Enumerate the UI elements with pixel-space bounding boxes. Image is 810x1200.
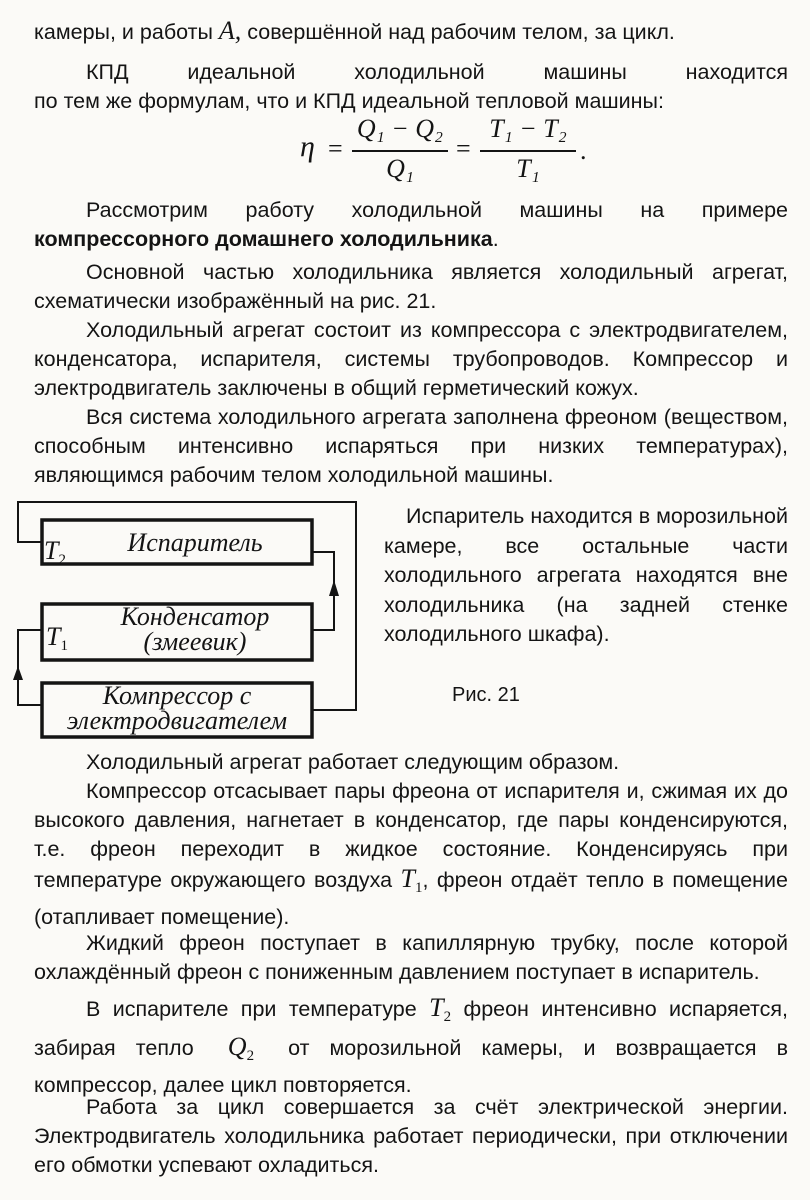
condenser-line: (змеевик) [143,627,247,656]
compressor-condenser-pipe [18,630,42,705]
fraction-bar [480,150,576,152]
var-t1: $T_1$ [400,864,423,896]
compressor-line: электродвигателем [66,706,288,735]
text-fragment: совершённой над рабочим телом, за цикл. [247,20,675,44]
paragraph-freon: Вся система холодильного агрегата заполнена фреоном (веществом, способным интенсивно испаряться при низких температурах), являющимся рабочим телом холодильной машины. [34,405,788,487]
paragraph-evaporation [34,993,788,1100]
text-fragment: . [492,227,499,251]
paragraph-capillary: Жидкий фреон поступает в капиллярную трубку, после которой охлаждённый фреон с пониженным давлением поступает в испаритель. [34,931,788,984]
formula-numerator-q: Q₁ − Q₂ [356,114,444,143]
arrow-up-left [13,666,23,680]
formula-period: . [580,136,587,165]
text-line-formulas: по тем же формулам, что и КПД идеальной тепловой машины: [34,89,664,113]
condenser-label [80,604,310,654]
formula-denominator-q: Q₁ [386,154,414,183]
equals-sign: = [328,134,343,163]
text-line-kpd: КПД идеальной холодильной машины находится [86,60,788,84]
text-fragment: камеры, и работы [34,20,213,44]
side-text-evaporator: Испаритель находится в морозильной камере, все остальные части холодильного агрегата находятся вне холодильника (на задней стенке холодильного шкафа). [384,504,788,646]
eta-symbol: η [300,130,315,163]
efficiency-formula [300,112,600,192]
arrow-up-right [329,580,339,596]
paragraph-main-part: Основной частью холодильника является холодильный агрегат, схематически изображённый на рис. 21. [34,260,788,313]
compressor-label [44,683,310,733]
text-fragment: Компрессор отсасывает пары фреона от испарителя и, сжимая их до высокого давления, нагнетает в конденсатор, где пары конденсируются, т.е. фреон переходит в жидкое состояние. Конденсируясь при температуре окружающего воздуха [34,779,788,892]
formula-numerator-t: T₁ − T₂ [489,114,567,143]
var-a: A, [218,16,242,45]
refrigeration-unit-diagram [0,480,380,750]
compressor-line: Компрессор с [102,681,252,710]
paragraph-compressor-process [34,777,788,932]
t1-label: $T_1$ [46,622,68,654]
paragraph-compressor-fridge [34,196,788,254]
condenser-line: Конденсатор [120,602,270,631]
text-fragment: , фреон отдаёт тепло в помещение (отапливает помещение). [34,868,789,929]
text-line-work [34,16,788,47]
paragraph-unit-composition: Холодильный агрегат состоит из компрессора с электродвигателем, конденсатора, испарителя, системы трубопроводов. Компрессор и электродвигатель заключены в общий герметический кожух. [34,318,788,400]
text-fragment: от морозильной камеры, и возвращается в компрессор, далее цикл повторяется. [34,1036,788,1097]
text-fragment: Рассмотрим работу холодильной машины на примере [86,198,788,222]
paragraph-work-cycle: Работа за цикл совершается за счёт электрической энергии. Электродвигатель холодильника работает периодически, при отключении его обмотки успевают охладиться. [34,1095,788,1177]
fraction-bar [352,150,448,152]
var-t2: $T_2$ [429,993,452,1025]
evaporator-label: Испаритель [127,528,263,557]
equals-sign: = [456,134,471,163]
figure-caption: Рис. 21 [452,684,520,706]
paragraph-how-works: Холодильный агрегат работает следующим образом. [86,750,620,774]
text-fragment: фреон интенсивно испаряется, забирая тепло [34,997,788,1060]
bold-term: компрессорного домашнего холодильника [34,227,493,251]
text-fragment: В испарителе при температуре [86,997,417,1021]
formula-denominator-t: T₁ [516,154,540,183]
t2-label: $T_2$ [44,536,66,568]
var-q2: $Q_2$ [227,1032,255,1064]
